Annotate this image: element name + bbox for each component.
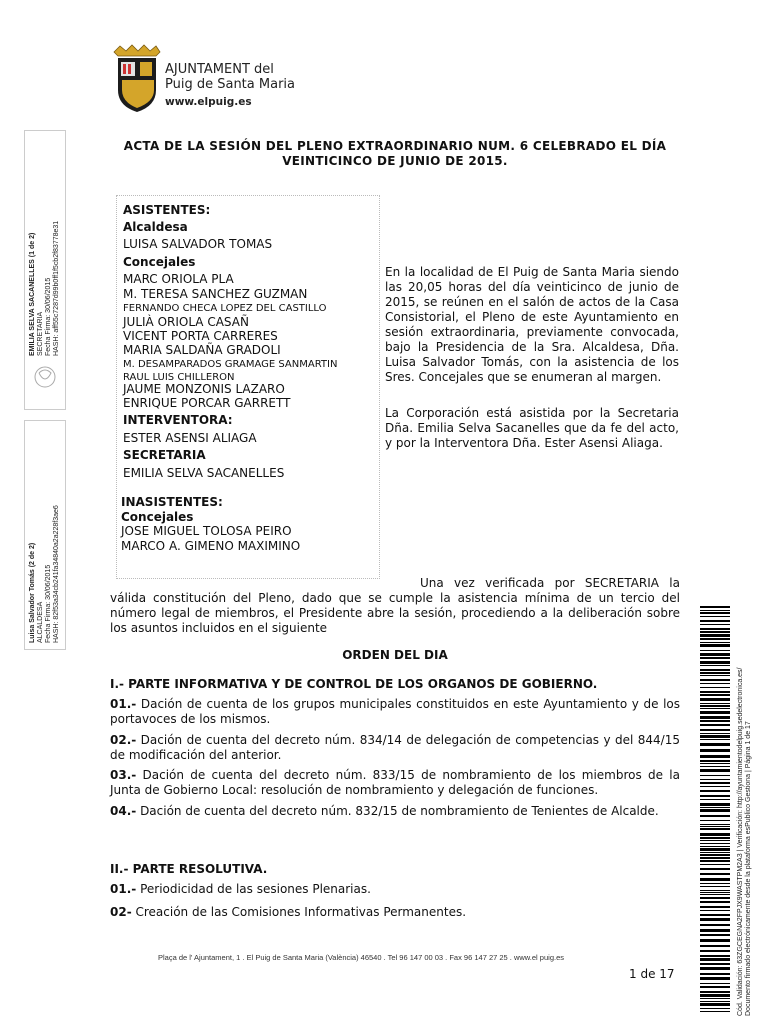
intro-paragraph: En la localidad de El Puig de Santa Maria siendo las 20,05 horas del día veinticinco de junio de 2015, se reúnen en el salón de actos de la Casa Consistorial, el Pleno de este Ayuntamiento en sesión extraordinaria, previamente convocada, bajo la Presidencia de la Sra. Alcaldesa, Dña. Luisa Salvador Tomás, con la asistencia de los Sres. Concejales que se enumeran al margen. (385, 265, 679, 384)
barcode-bar (700, 939, 730, 942)
barcode-bar (700, 779, 730, 780)
barcode-bar (700, 610, 730, 611)
alcaldesa-heading: Alcaldesa (123, 220, 188, 234)
barcode-bar (700, 606, 730, 608)
barcode-bar (700, 766, 730, 767)
signature2-role: ALCALDESA (37, 601, 44, 643)
barcode-bar (700, 828, 730, 830)
barcode-bar (700, 735, 730, 738)
barcode-bar (700, 914, 730, 916)
barcode-bar (700, 857, 730, 859)
verification-line1[interactable]: Cód. Validación: 63ZGCEGNA2FPJX9WASTPM2A3 | Verificación: http://ayuntamientodelpuig.sedelectronica.es/ (737, 667, 744, 1016)
barcode-bar (700, 733, 730, 734)
barcode-bar (700, 826, 730, 827)
barcode-bar (700, 843, 730, 844)
barcode-bar (700, 691, 730, 693)
barcode-bar (700, 1001, 730, 1002)
website-link[interactable]: www.elpuig.es (165, 96, 252, 108)
barcode-bar (700, 991, 730, 993)
signature1-date: Fecha Firma: 30/06/2015 (45, 277, 52, 356)
concejal-name: MARC ORIOLA PLA (123, 272, 234, 286)
barcode-bar (700, 799, 730, 800)
barcode-bar (700, 840, 730, 841)
barcode-bar (700, 846, 730, 847)
signature2-date: Fecha Firma: 30/06/2015 (45, 564, 52, 643)
barcode-bar (700, 883, 730, 884)
barcode-bar (700, 973, 730, 975)
barcode-bar (700, 910, 730, 911)
barcode-bar (700, 698, 730, 701)
barcode-bar (700, 878, 730, 881)
item-number: 02.- (110, 733, 137, 747)
barcode-bar (700, 809, 730, 812)
item-number: 02- (110, 905, 132, 919)
barcode-bar (700, 986, 730, 988)
barcode-bar (700, 616, 730, 617)
document-title (110, 139, 680, 169)
inasistentes-heading: INASISTENTES: (121, 495, 223, 509)
barcode-bar (700, 644, 730, 647)
item-text: Dación de cuenta del decreto núm. 832/15 de nombramiento de Tenientes de Alcalde. (136, 804, 659, 818)
signature1-role: SECRETARIA (37, 311, 44, 356)
barcode-bar (700, 868, 730, 870)
agenda-title: ORDEN DEL DIA (342, 648, 448, 662)
barcode-bar (700, 642, 730, 643)
seal-icon (33, 363, 57, 391)
barcode-bar (700, 963, 730, 965)
barcode-bar (700, 815, 730, 817)
agenda-item (110, 697, 680, 727)
verification-line2: Documento firmado electrónicamente desde la plataforma esPublico Gestiona | Página 1 de 17 (745, 721, 752, 1016)
barcode-bar (700, 860, 730, 862)
barcode-bar (700, 924, 730, 926)
coat-of-arms-icon (110, 44, 170, 119)
barcode-bar (700, 739, 730, 740)
barcode-bar (700, 833, 730, 836)
barcode-graphic (700, 606, 730, 1016)
barcode-bar (700, 998, 730, 999)
absent-name: JOSE MIGUEL TOLOSA PEIRO (121, 524, 292, 538)
barcode-bar (700, 958, 730, 961)
barcode-bar (700, 694, 730, 696)
item-number: 03.- (110, 768, 137, 782)
concejal-name: JULIÀ ORIOLA CASAÑ (123, 315, 249, 329)
item-number: 04.- (110, 804, 137, 818)
signature1-name: EMILIA SELVA SACANELLES (1 de 2) (29, 232, 36, 356)
barcode-bar (700, 901, 730, 903)
barcode-bar (700, 705, 730, 707)
barcode-bar (700, 634, 730, 637)
barcode-bar (700, 848, 730, 851)
corporation-paragraph: La Corporación está asistida por la Secretaria Dña. Emilia Selva Sacanelles que da fe del acto, y por la Interventora Dña. Ester Asensi Aliaga. (385, 406, 679, 450)
barcode-bar (700, 775, 730, 776)
concejal-name: RAUL LUIS CHILLERON (123, 372, 235, 383)
barcode-bar (700, 703, 730, 704)
barcode-bar (700, 897, 730, 899)
barcode-bar (700, 755, 730, 758)
interventora-heading: INTERVENTORA: (123, 413, 233, 427)
barcode (700, 606, 730, 1016)
attendees-box (116, 195, 380, 579)
barcode-bar (700, 675, 730, 676)
item-number: 01.- (110, 882, 137, 896)
barcode-bar (700, 803, 730, 806)
barcode-bar (700, 683, 730, 684)
absent-name: MARCO A. GIMENO MAXIMINO (121, 539, 301, 553)
section1-title: I.- PARTE INFORMATIVA Y DE CONTROL DE LOS ORGANOS DE GOBIERNO. (110, 677, 598, 691)
item-number: 01.- (110, 697, 137, 711)
barcode-bar (700, 918, 730, 921)
barcode-bar (700, 665, 730, 666)
barcode-bar (700, 661, 730, 664)
barcode-bar (700, 945, 730, 947)
agenda-item (110, 905, 680, 920)
address-footer: Plaça de l' Ajuntament, 1 . El Puig de Santa Maria (València) 46540 . Tel 96 147 00 03 . Fax 96 147 27 25 . www.el puig.es (158, 953, 564, 962)
verification-code (737, 668, 753, 1017)
barcode-bar (700, 679, 730, 681)
barcode-bar (700, 657, 730, 659)
municipal-name (165, 62, 295, 110)
secretaria-heading: SECRETARIA (123, 448, 206, 462)
barcode-bar (700, 687, 730, 688)
barcode-bar (700, 967, 730, 970)
logo-line1: AJUNTAMENT del (165, 62, 274, 77)
barcode-bar (700, 653, 730, 656)
barcode-bar (700, 807, 730, 808)
signature1-text (29, 221, 61, 356)
concejal-name: MARIA SALDAÑA GRADOLI (123, 343, 281, 357)
agenda-item (110, 804, 680, 819)
barcode-bar (700, 894, 730, 895)
item-text: Dación de cuenta de los grupos municipales constituidos en este Ayuntamiento y de los portavoces de los mismos. (110, 697, 680, 726)
barcode-bar (700, 820, 730, 821)
agenda-item (110, 733, 680, 763)
concejal-name: M. DESAMPARADOS GRAMAGE SANMARTIN (123, 359, 338, 370)
signature2-text (29, 505, 61, 643)
barcode-bar (700, 955, 730, 957)
barcode-bar (700, 769, 730, 772)
barcode-bar (700, 620, 730, 622)
barcode-bar (700, 824, 730, 825)
concejal-name: FERNANDO CHECA LOPEZ DEL CASTILLO (123, 303, 327, 314)
signature2-name: Luisa Salvador Tomás (2 de 2) (29, 542, 36, 643)
barcode-bar (700, 624, 730, 625)
concejales-absent-heading: Concejales (121, 510, 194, 524)
barcode-bar (700, 650, 730, 651)
barcode-bar (700, 795, 730, 797)
item-text: Creación de las Comisiones Informativas Permanentes. (131, 905, 467, 919)
agenda-item (110, 882, 680, 897)
barcode-bar (700, 760, 730, 762)
barcode-bar (700, 977, 730, 980)
title-line2: VEINTICINCO DE JUNIO DE 2015. (282, 154, 508, 168)
barcode-bar (700, 852, 730, 853)
item-text: Periodicidad de las sesiones Plenarias. (136, 882, 371, 896)
barcode-bar (700, 873, 730, 875)
barcode-bar (700, 716, 730, 719)
page-number: 1 de 17 (629, 967, 675, 981)
barcode-bar (700, 906, 730, 908)
interventora-name: ESTER ASENSI ALIAGA (123, 431, 257, 445)
barcode-bar (700, 950, 730, 952)
barcode-bar (700, 638, 730, 640)
barcode-bar (700, 929, 730, 932)
barcode-bar (700, 720, 730, 722)
barcode-bar (700, 934, 730, 936)
agenda-item (110, 768, 680, 798)
barcode-bar (700, 790, 730, 792)
barcode-bar (700, 724, 730, 726)
barcode-bar (700, 669, 730, 671)
barcode-bar (700, 708, 730, 709)
signature-box-alcaldesa (24, 420, 66, 650)
barcode-bar (700, 749, 730, 752)
section2-title: II.- PARTE RESOLUTIVA. (110, 862, 268, 876)
barcode-bar (700, 628, 730, 630)
barcode-bar (700, 743, 730, 746)
barcode-bar (700, 854, 730, 856)
concejal-name: VICENT PORTA CARRERES (123, 329, 278, 343)
barcode-bar (700, 782, 730, 784)
barcode-bar (700, 886, 730, 887)
concejales-heading: Concejales (123, 255, 196, 269)
barcode-bar (700, 837, 730, 839)
barcode-bar (700, 711, 730, 714)
secretaria-name: EMILIA SELVA SACANELLES (123, 466, 285, 480)
item-text: Dación de cuenta del decreto núm. 834/14 de delegación de competencias y del 844/15 de modificación del anterior. (110, 733, 680, 762)
verification-paragraph: Una vez verificada por SECRETARIA la válida constitución del Pleno, dado que se cumple la asistencia mínima de un tercio del número legal de miembros, el Presidente abre la sesión, procediendo a la deliberación sobre los asuntos incluidos en el siguiente (110, 576, 680, 635)
alcaldesa-name: LUISA SALVADOR TOMAS (123, 237, 273, 251)
concejal-name: ENRIQUE PORCAR GARRETT (123, 396, 291, 410)
barcode-bar (700, 864, 730, 865)
barcode-bar (700, 983, 730, 984)
barcode-bar (700, 763, 730, 764)
barcode-bar (700, 892, 730, 893)
barcode-bar (700, 631, 730, 633)
signature1-hash: HASH: aff55c7287d99b0ff1f5cb2f83778e31 (53, 220, 60, 356)
barcode-bar (700, 1008, 730, 1009)
barcode-bar (700, 1011, 730, 1012)
barcode-bar (700, 890, 730, 891)
barcode-bar (700, 786, 730, 787)
concejal-name: M. TERESA SANCHEZ GUZMAN (123, 287, 308, 301)
item-text: Dación de cuenta del decreto núm. 833/15 de nombramiento de los miembros de la Junta de Gobierno Local: resolución de nombramiento y delegación de funciones. (110, 768, 680, 797)
signature2-hash: HASH: 82f53a34cb241fa34840a2a228f3ae6 (53, 505, 60, 643)
signature-box-secretaria (24, 130, 66, 410)
logo-line2: Puig de Santa Maria (165, 77, 295, 92)
barcode-bar (700, 994, 730, 997)
barcode-bar (700, 672, 730, 674)
barcode-bar (700, 612, 730, 614)
barcode-bar (700, 729, 730, 731)
concejal-name: JAUME MONZONIS LAZARO (123, 382, 285, 396)
asistentes-heading: ASISTENTES: (123, 203, 211, 217)
title-line1: ACTA DE LA SESIÓN DEL PLENO EXTRAORDINARIO NUM. 6 CELEBRADO EL DÍA (123, 139, 667, 153)
barcode-bar (700, 1003, 730, 1006)
